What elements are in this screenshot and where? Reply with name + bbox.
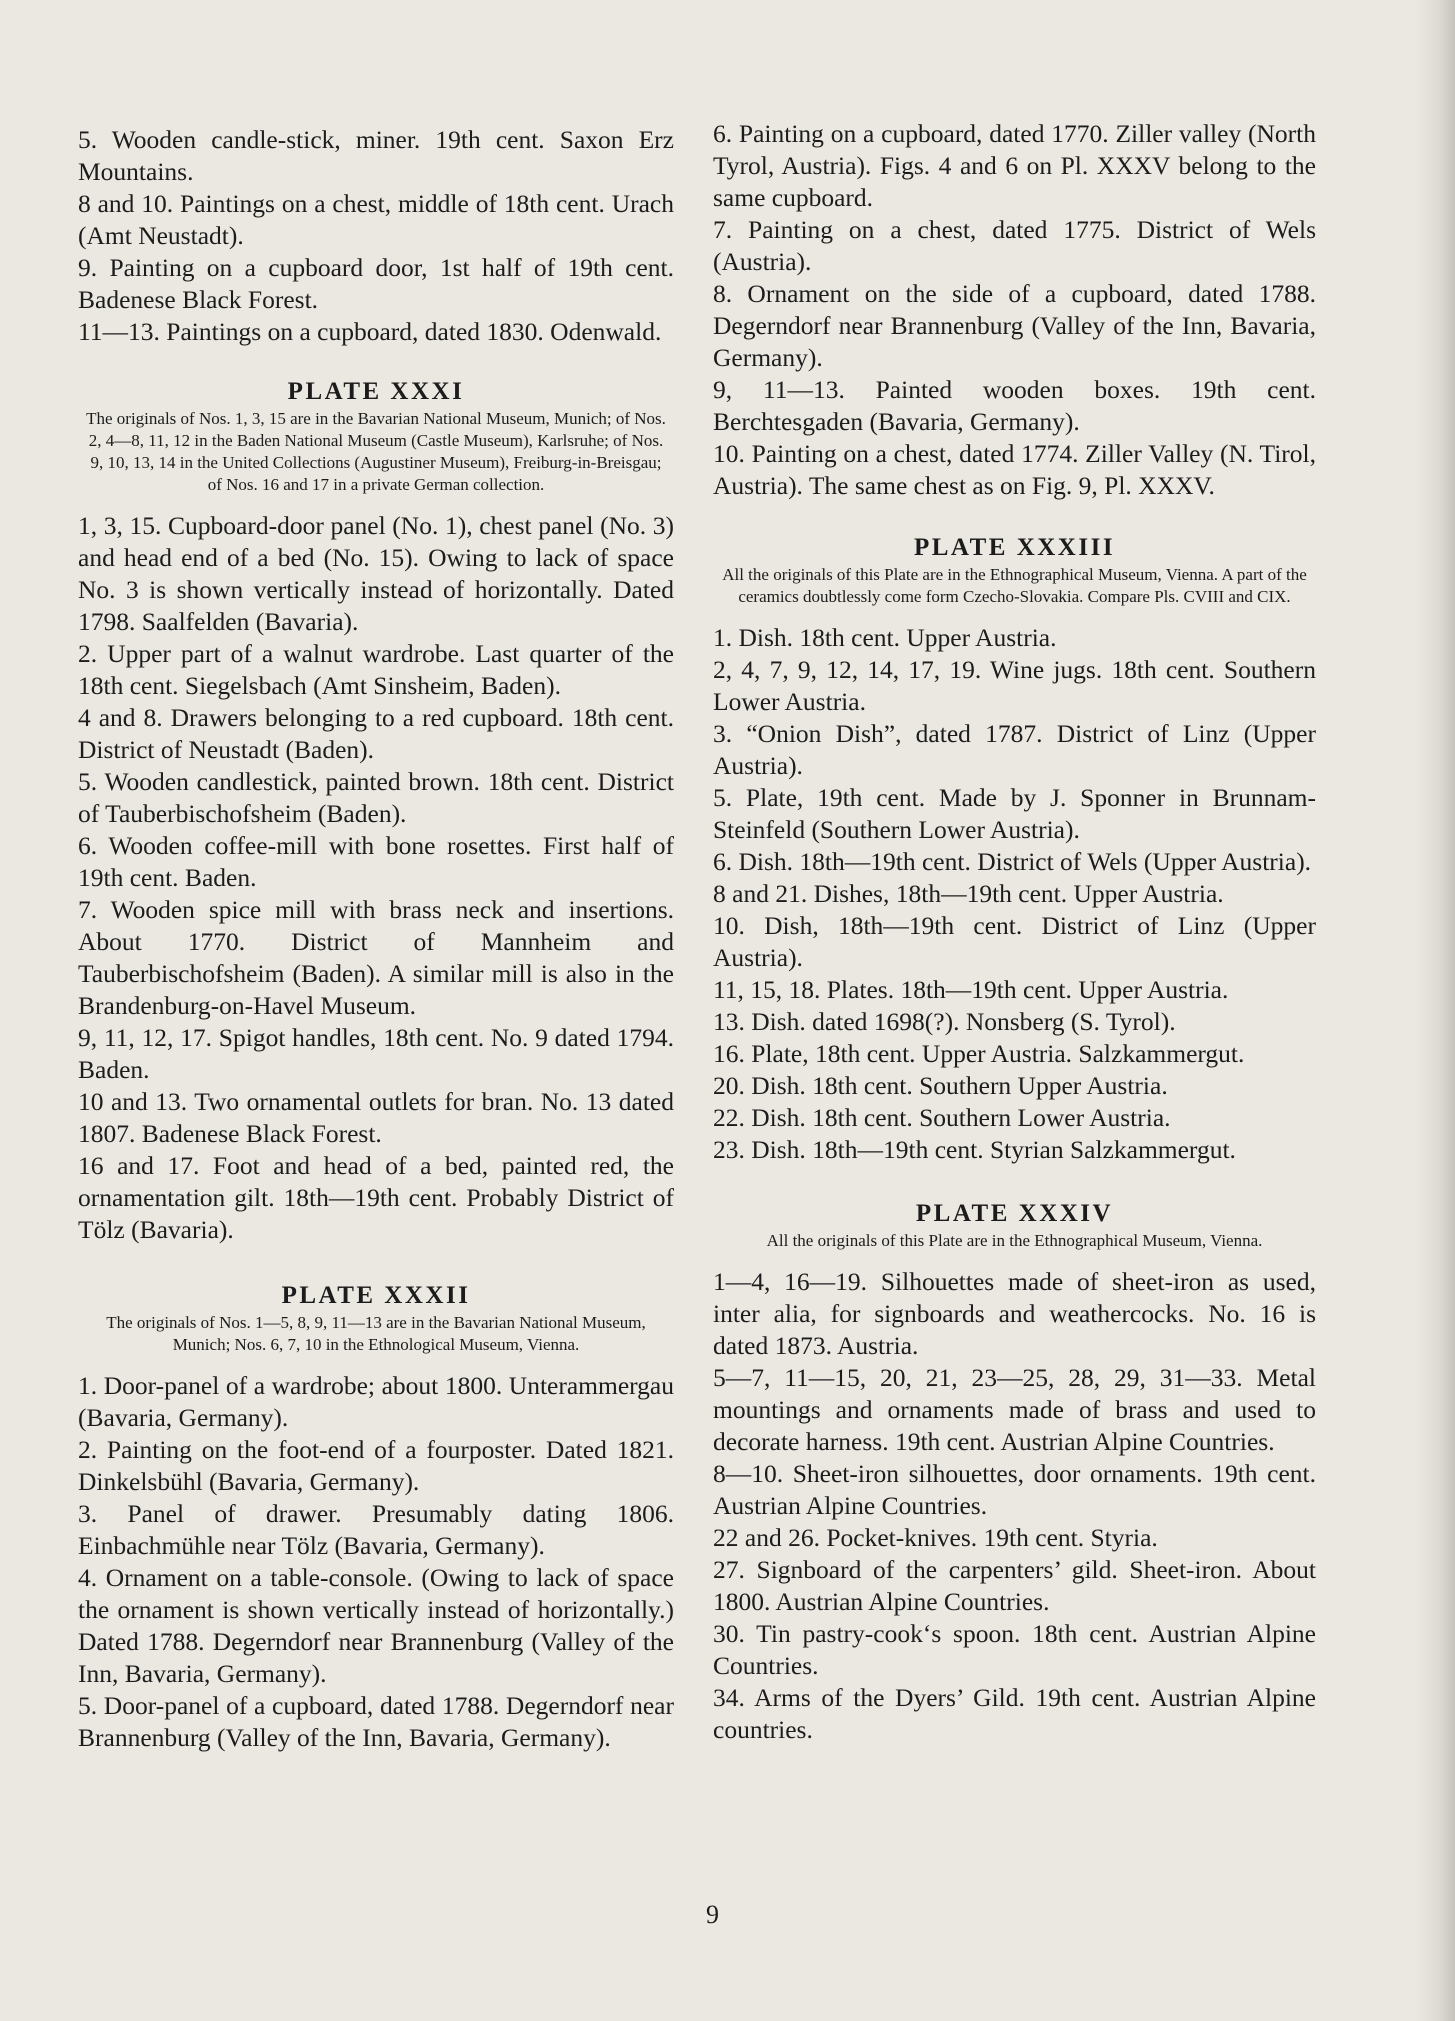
caption-entry: 9, 11, 12, 17. Spigot handles, 18th cent. No. 9 dated 1794. Baden. bbox=[78, 1023, 674, 1084]
caption-entry: 6. Dish. 18th—19th cent. District of Wels (Upper Austria). bbox=[713, 847, 1312, 876]
caption-entry: 2. Painting on the foot-end of a fourposter. Dated 1821. Dinkelsbühl (Bavaria, Germany). bbox=[78, 1435, 674, 1496]
entry-list bbox=[78, 1370, 674, 1754]
plate-note: The originals of Nos. 1—5, 8, 9, 11—13 are in the Bavarian National Museum, Munich; Nos. 6, 7, 10 in the Ethnological Museum, Vienna. bbox=[106, 1313, 646, 1354]
caption-entry: 11—13. Paintings on a cupboard, dated 1830. Odenwald. bbox=[78, 317, 662, 346]
caption-entry: 30. Tin pastry-cook‘s spoon. 18th cent. Austrian Alpine Countries. bbox=[713, 1619, 1316, 1680]
entry-list bbox=[78, 510, 674, 1246]
caption-entry: 8 and 21. Dishes, 18th—19th cent. Upper Austria. bbox=[713, 879, 1224, 908]
plate-heading: PLATE XXXIII bbox=[913, 534, 1116, 561]
caption-entry: 5. Plate, 19th cent. Made by J. Sponner in Brunnam-Steinfeld (Southern Lower Austria). bbox=[713, 783, 1316, 844]
entry-list bbox=[713, 1266, 1316, 1746]
plate-heading: PLATE XXXI bbox=[287, 378, 465, 405]
caption-entry: 8. Ornament on the side of a cupboard, dated 1788. Degerndorf near Brannenburg (Valley of the Inn, Bavaria, Germany). bbox=[713, 279, 1316, 372]
right-intro-section bbox=[713, 118, 1316, 502]
caption-entry: 4 and 8. Drawers belonging to a red cupboard. 18th cent. District of Neustadt (Baden). bbox=[78, 703, 674, 764]
caption-entry: 3. Panel of drawer. Presumably dating 1806. Einbachmühle near Tölz (Bavaria, Germany). bbox=[78, 1499, 674, 1560]
caption-entry: 1. Dish. 18th cent. Upper Austria. bbox=[713, 623, 1057, 652]
caption-entry: 8 and 10. Paintings on a chest, middle of 18th cent. Urach (Amt Neustadt). bbox=[78, 189, 674, 250]
caption-entry: 34. Arms of the Dyers’ Gild. 19th cent. Austrian Alpine countries. bbox=[713, 1683, 1316, 1744]
plate-heading: PLATE XXXII bbox=[281, 1282, 471, 1309]
page-number: 9 bbox=[706, 1900, 719, 1929]
caption-entry: 4. Ornament on a table-console. (Owing to lack of space the ornament is shown vertically instead of horizontally.) Dated 1788. Degerndorf near Brannenburg (Valley of the Inn, Bavaria, Germany). bbox=[78, 1563, 674, 1688]
caption-entry: 22 and 26. Pocket-knives. 19th cent. Styria. bbox=[713, 1523, 1158, 1552]
caption-entry: 9, 11—13. Painted wooden boxes. 19th cent. Berchtesgaden (Bavaria, Germany). bbox=[713, 375, 1316, 436]
caption-entry: 5—7, 11—15, 20, 21, 23—25, 28, 29, 31—33. Metal mountings and ornaments made of brass and used to decorate harness. 19th cent. Austrian Alpine Countries. bbox=[713, 1363, 1316, 1456]
caption-entry: 6. Wooden coffee-mill with bone rosettes. First half of 19th cent. Baden. bbox=[78, 831, 674, 892]
caption-entry: 20. Dish. 18th cent. Southern Upper Austria. bbox=[713, 1071, 1168, 1100]
caption-entry: 8—10. Sheet-iron silhouettes, door ornaments. 19th cent. Austrian Alpine Countries. bbox=[713, 1459, 1316, 1520]
caption-entry: 11, 15, 18. Plates. 18th—19th cent. Upper Austria. bbox=[713, 975, 1229, 1004]
caption-entry: 5. Wooden candle-stick, miner. 19th cent. Saxon Erz Mountains. bbox=[78, 125, 674, 186]
caption-entry: 1, 3, 15. Cupboard-door panel (No. 1), chest panel (No. 3) and head end of a bed (No. 15). Owing to lack of space No. 3 is shown vertically instead of horizontally. Dated 1798. Saalfelden (Bavaria). bbox=[78, 511, 674, 636]
spine-shadow bbox=[1415, 0, 1455, 2021]
entry-list bbox=[713, 622, 1316, 1166]
caption-entry: 2, 4, 7, 9, 12, 14, 17, 19. Wine jugs. 18th cent. Southern Lower Austria. bbox=[713, 655, 1316, 716]
plate-note: All the originals of this Plate are in the Ethnographical Museum, Vienna. A part of the ceramics doubtlessly come form Czecho-Slovakia. Compare Pls. CVIII and CIX. bbox=[722, 565, 1307, 606]
caption-entry: 10. Painting on a chest, dated 1774. Ziller Valley (N. Tirol, Austria). The same chest as on Fig. 9, Pl. XXXV. bbox=[713, 439, 1316, 500]
caption-entry: 27. Signboard of the carpenters’ gild. Sheet-iron. About 1800. Austrian Alpine Countries. bbox=[713, 1555, 1316, 1616]
caption-entry: 10 and 13. Two ornamental outlets for bran. No. 13 dated 1807. Badenese Black Forest. bbox=[78, 1087, 674, 1148]
left-intro-section bbox=[78, 124, 674, 348]
plate-xxxiv-section bbox=[713, 1198, 1316, 1746]
right-column bbox=[713, 118, 1316, 1746]
plate-xxxii-section bbox=[78, 1280, 674, 1754]
caption-entry: 5. Door-panel of a cupboard, dated 1788. Degerndorf near Brannenburg (Valley of the Inn, Bavaria, Germany). bbox=[78, 1691, 674, 1752]
caption-entry: 22. Dish. 18th cent. Southern Lower Austria. bbox=[713, 1103, 1171, 1132]
caption-entry: 13. Dish. dated 1698(?). Nonsberg (S. Tyrol). bbox=[713, 1007, 1176, 1036]
plate-heading: PLATE XXXIV bbox=[915, 1200, 1114, 1227]
plate-note: The originals of Nos. 1, 3, 15 are in the Bavarian National Museum, Munich; of Nos. 2, 4—8, 11, 12 in the Baden National Museum (Castle Museum), Karlsruhe; of Nos. 9, 10, 13, 14 in the United Collections (Augustiner Museum), Freiburg-in-Breisgau; of Nos. 16 and 17 in a private German collection. bbox=[86, 409, 666, 494]
plate-xxxiii-section bbox=[713, 532, 1316, 1166]
caption-entry: 23. Dish. 18th—19th cent. Styrian Salzkammergut. bbox=[713, 1135, 1236, 1164]
caption-entry: 1—4, 16—19. Silhouettes made of sheet-iron as used, inter alia, for signboards and weathercocks. No. 16 is dated 1873. Austria. bbox=[713, 1267, 1316, 1360]
caption-entry: 16. Plate, 18th cent. Upper Austria. Salzkammergut. bbox=[713, 1039, 1245, 1068]
caption-entry: 16 and 17. Foot and head of a bed, painted red, the ornamentation gilt. 18th—19th cent. Probably District of Tölz (Bavaria). bbox=[78, 1151, 674, 1244]
caption-entry: 2. Upper part of a walnut wardrobe. Last quarter of the 18th cent. Siegelsbach (Amt Sinsheim, Baden). bbox=[78, 639, 674, 700]
left-column bbox=[78, 124, 674, 1754]
caption-entry: 3. “Onion Dish”, dated 1787. District of Linz (Upper Austria). bbox=[713, 719, 1316, 780]
plate-note: All the originals of this Plate are in the Ethnographical Museum, Vienna. bbox=[766, 1231, 1263, 1250]
caption-entry: 9. Painting on a cupboard door, 1st half of 19th cent. Badenese Black Forest. bbox=[78, 253, 674, 314]
caption-entry: 5. Wooden candlestick, painted brown. 18th cent. District of Tauberbischofsheim (Baden). bbox=[78, 767, 674, 828]
caption-entry: 7. Painting on a chest, dated 1775. District of Wels (Austria). bbox=[713, 215, 1316, 276]
caption-entry: 6. Painting on a cupboard, dated 1770. Ziller valley (North Tyrol, Austria). Figs. 4 and 6 on Pl. XXXV belong to the same cupboard. bbox=[713, 119, 1316, 212]
caption-entry: 10. Dish, 18th—19th cent. District of Linz (Upper Austria). bbox=[713, 911, 1316, 972]
plate-xxxi-section bbox=[78, 376, 674, 1246]
caption-entry: 7. Wooden spice mill with brass neck and insertions. About 1770. District of Mannheim and Tauberbischofsheim (Baden). A similar mill is also in the Brandenburg-on-Havel Museum. bbox=[78, 895, 674, 1020]
caption-entry: 1. Door-panel of a wardrobe; about 1800. Unterammergau (Bavaria, Germany). bbox=[78, 1371, 674, 1432]
